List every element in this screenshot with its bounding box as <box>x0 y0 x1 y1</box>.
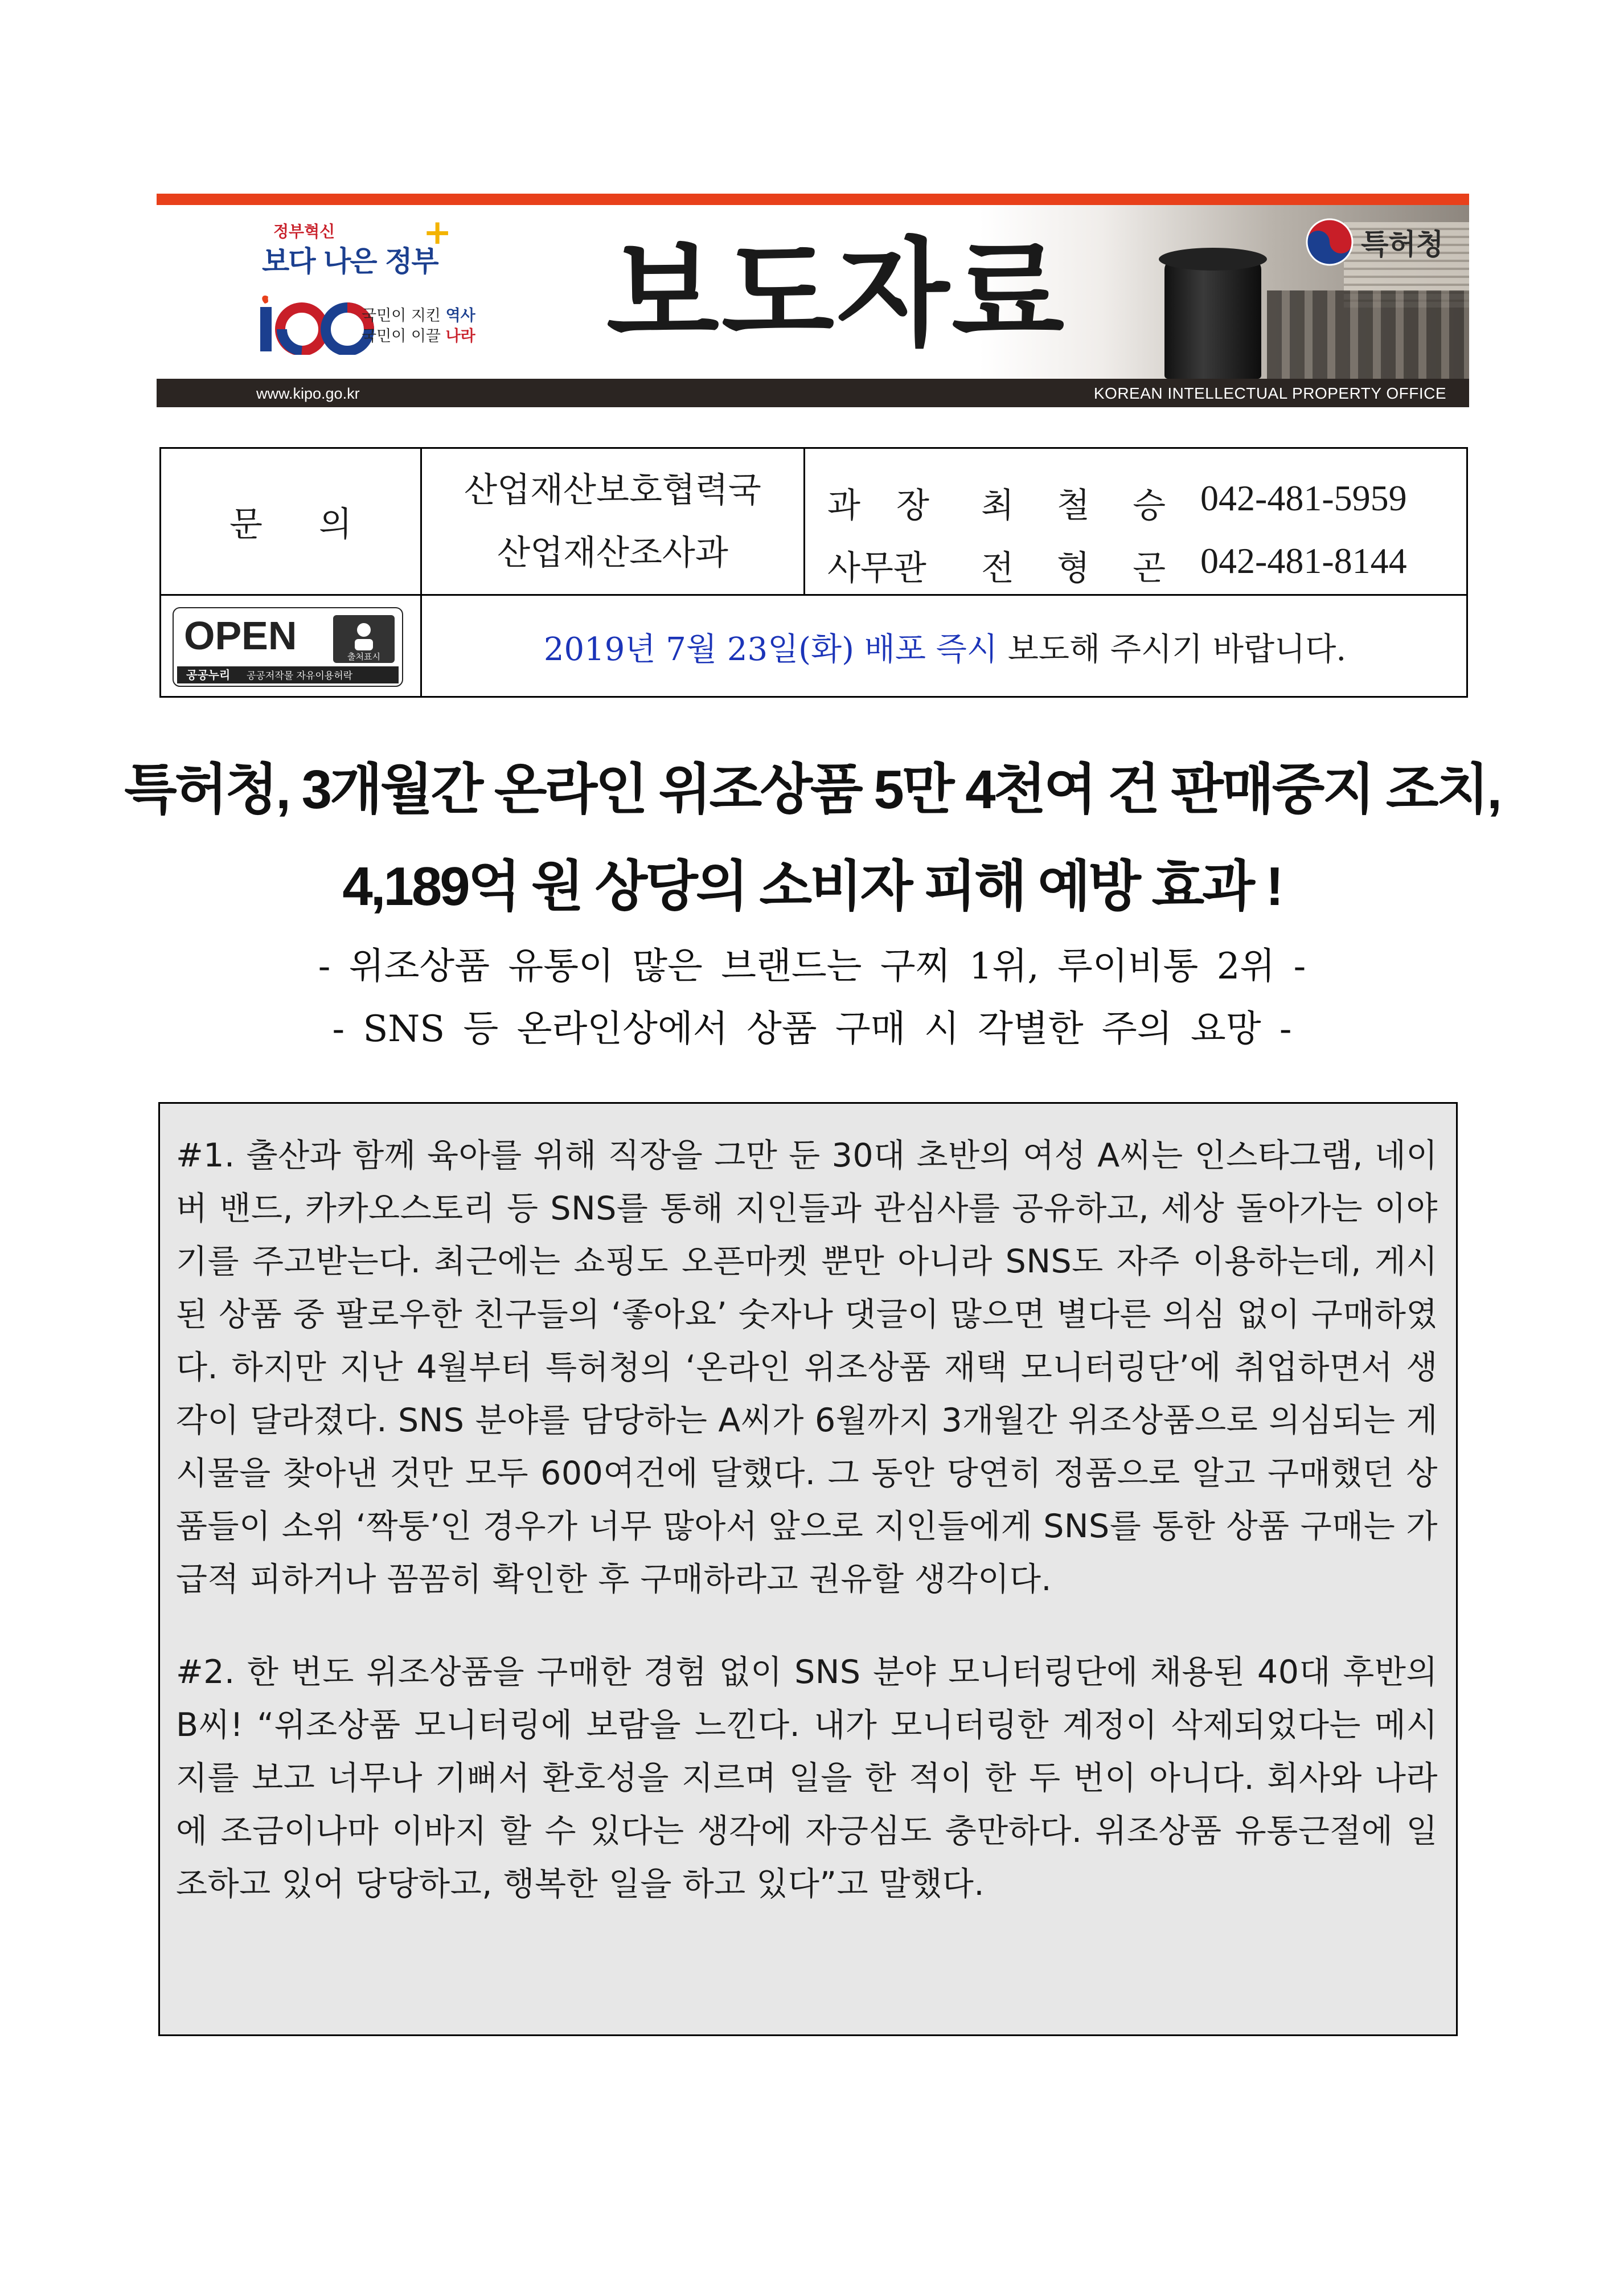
photo-typewriter <box>1267 290 1469 379</box>
banner-bottom-bar <box>157 379 1469 407</box>
table-divider <box>803 449 805 594</box>
headline-line-1: 특허청, 3개월간 온라인 위조상품 5만 4천여 건 판매중지 조치, <box>124 759 1500 820</box>
case-story-2: #2. 한 번도 위조상품을 구매한 경험 없이 SNS 분야 모니터링단에 채용된 40대 후반의 B씨! “위조상품 모니터링에 보람을 느낀다. 내가 모니터링한 계정이 삭제되었다는 메시지를 보고 너무나 기뻐서 환호성을 지르며 일을 한 적이 한 두 번이 아니다. 회사와 나라에 조금이나마 이바지 할 수 있다는 생각에 자긍심도 충만하다. 위조상품 유통근절에 일조하고 있어 당당하고, 행복한 일을 하고 있다”고 말했다. <box>176 1653 1438 1903</box>
inquiry-label: 문 의 <box>229 504 375 544</box>
subheadline-1: - 위조상품 유통이 많은 브랜드는 구찌 1위, 루이비통 2위 - <box>318 945 1306 988</box>
banner-top-stripe <box>157 194 1469 205</box>
centennial-slogan: 국민이 지킨 역사 국민이 이끌 나라 <box>362 307 475 345</box>
agency-name-english: KOREAN INTELLECTUAL PROPERTY OFFICE <box>1093 384 1446 402</box>
taegeuk-emblem-icon <box>1304 216 1355 268</box>
plus-icon: + <box>423 212 452 252</box>
centennial-100-emblem-icon <box>248 292 379 355</box>
gov-slogan-big: 보다 나은 정부 <box>262 245 438 278</box>
release-instruction: 보도해 주시기 바랍니다. <box>997 630 1347 668</box>
svg-text:공공누리: 공공누리 <box>186 668 231 682</box>
release-date: 2019년 7월 23일(화) 배포 즉시 <box>543 630 998 668</box>
gov-slogan-small: 정부혁신 <box>273 222 335 241</box>
svg-text:OPEN: OPEN <box>184 613 297 658</box>
government-innovation-logo <box>208 212 504 367</box>
headline-line-2: 4,189억 원 상당의 소비자 피해 예방 효과 ! <box>342 856 1282 917</box>
svg-text:출처표시: 출처표시 <box>347 652 380 662</box>
kogl-open-license-icon <box>173 607 403 687</box>
contact-phone: 042-481-5959 <box>1200 478 1407 518</box>
agency-name: 특허청 <box>1361 228 1443 261</box>
contact-table <box>159 447 1468 698</box>
agency-url: www.kipo.go.kr <box>256 385 360 402</box>
banner-title: 보도자료 <box>606 227 1067 362</box>
kipo-logo <box>1304 216 1443 268</box>
case-story-1: #1. 출산과 함께 육아를 위해 직장을 그만 둔 30대 초반의 여성 A씨는 인스타그램, 네이버 밴드, 카카오스토리 등 SNS를 통해 지인들과 관심사를 공유하고, 세상 돌아가는 이야기를 주고받는다. 최근에는 쇼핑도 오픈마켓 뿐만 아니라 SNS도 자주 이용하는데, 게시된 상품 중 팔로우한 친구들의 ‘좋아요’ 숫자나 댓글이 많으면 별다른 의심 없이 구매하였다. 하지만 지난 4월부터 특허청의 ‘온라인 위조상품 재택 모니터링단’에 취업하면서 생각이 달라졌다. SNS 분야를 담당하는 A씨가 6월까지 3개월간 위조상품으로 의심되는 게시물을 찾아낸 것만 모두 600여건에 달했다. 그 동안 당연히 정품으로 알고 구매했던 상품들이 소위 ‘짝퉁’인 경우가 너무 많아서 앞으로 지인들에게 SNS를 통한 상품 구매는 가급적 피하거나 꼼꼼히 확인한 후 구매하라고 권유할 생각이다. <box>176 1137 1438 1598</box>
press-release-banner <box>157 194 1469 407</box>
department <box>422 449 803 594</box>
contact-title: 과 장 <box>827 486 942 526</box>
photo-ink-pot <box>1164 259 1261 379</box>
svg-text:공공저작물 자유이용허락: 공공저작물 자유이용허락 <box>247 670 353 682</box>
contact-title: 사무관 <box>827 548 926 588</box>
department-division: 산업재산조사과 <box>497 533 728 573</box>
case-story-box <box>158 1102 1458 2036</box>
release-notice <box>422 596 1468 698</box>
contact-name: 최 철 승 <box>981 486 1182 526</box>
contact-name: 전 형 곤 <box>981 548 1182 588</box>
department-bureau: 산업재산보호협력국 <box>464 470 761 510</box>
subheadline-2: - SNS 등 온라인상에서 상품 구매 시 각별한 주의 요망 - <box>332 1008 1292 1050</box>
contact-phone: 042-481-8144 <box>1200 540 1407 581</box>
